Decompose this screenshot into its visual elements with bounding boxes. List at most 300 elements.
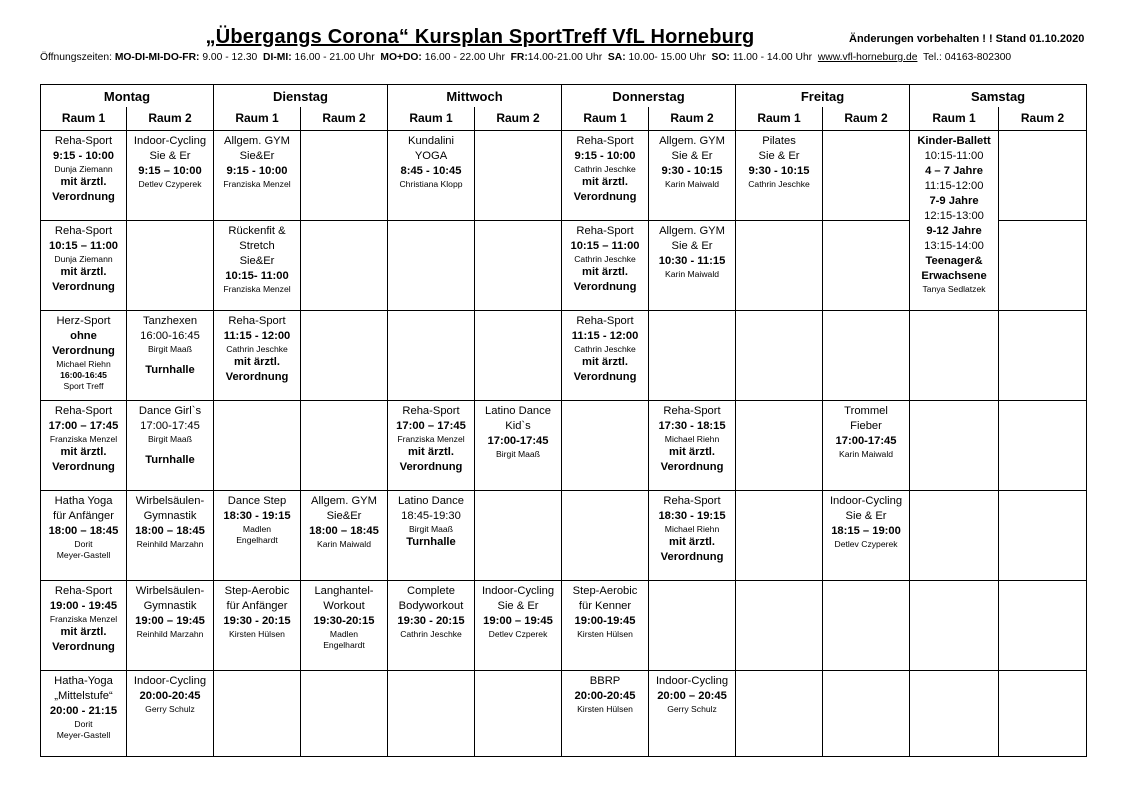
empty-cell [823,131,910,221]
room-header: Raum 1 [214,107,301,131]
course-line: Karin Maiwald [665,179,720,189]
course-cell [127,581,214,671]
course-line: Indoor-Cycling [829,495,903,507]
course-line: ohne [70,330,97,342]
course-line: Stretch [239,240,275,252]
course-line: Verordnung [573,281,637,293]
course-line: Erwachsene [921,270,987,282]
course-line: Tanya Sedlatzek [922,284,986,294]
course-line: Herz-Sport [56,315,111,327]
course-line: Cathrin Jeschke [400,629,462,639]
course-line: mit ärztl. [669,446,716,458]
course-line: Reha-Sport [663,405,721,417]
course-cell-kinder-ballett [910,131,999,311]
day-header-row [41,85,1087,108]
course-line: 17:00 – 17:45 [396,420,466,432]
room-header: Raum 1 [388,107,475,131]
course-line: 17:00 – 17:45 [48,420,119,432]
room-header-row [41,107,1087,131]
course-line: Dance Step [227,495,287,507]
time-slot-row [41,671,1087,757]
course-line: Sie & Er [671,240,713,252]
course-cell [649,401,736,491]
course-line: 19:00 - 19:45 [49,600,118,612]
course-cell [823,491,910,581]
course-cell [214,311,301,401]
course-cell [127,401,214,491]
empty-cell [999,221,1087,311]
course-line: Reha-Sport [402,405,460,417]
course-line: Cathrin Jeschke [574,344,636,354]
course-line: 18:45-19:30 [401,510,461,522]
course-line: Madlen [242,524,272,534]
empty-cell [910,671,999,757]
course-cell [562,311,649,401]
course-line: Verordnung [225,371,289,383]
course-line: Complete [407,585,455,597]
course-line: Detlev Czperek [488,629,548,639]
course-cell [214,131,301,221]
course-line: Latino Dance [398,495,464,507]
course-cell [41,581,127,671]
course-line: Reinhild Marzahn [136,539,204,549]
course-line: Sie&Er [239,255,275,267]
hours-time: 14.00-21.00 Uhr [527,52,603,63]
course-line: Allgem. GYM [659,225,725,237]
course-cell [823,401,910,491]
course-cell [214,581,301,671]
course-line: 16:00-16:45 [60,370,107,380]
course-line: YOGA [414,150,448,162]
course-line: Kid`s [505,420,531,432]
course-line: Verordnung [52,345,115,357]
day-header-dienstag: Dienstag [214,85,388,108]
course-line: Allgem. GYM [224,135,290,147]
hours-time: 16.00 - 22.00 Uhr [424,52,505,63]
hours-days: SA: [607,52,626,63]
empty-cell [999,401,1087,491]
empty-cell [736,671,823,757]
course-line: 18:00 – 18:45 [135,525,205,537]
course-line: Sie&Er [326,510,362,522]
empty-cell [301,131,388,221]
course-line: 13:15-14:00 [924,240,984,252]
course-line: Rückenfit & [228,225,286,237]
course-line: Franziska Menzel [223,179,291,189]
course-line: Reha-Sport [663,495,721,507]
course-cell [388,491,475,581]
course-cell [562,131,649,221]
course-line: Kirsten Hülsen [577,704,633,714]
course-line: 10:15-11:00 [924,150,984,162]
course-line: 4 – 7 Jahre [925,165,983,177]
course-cell [388,401,475,491]
schedule-body [41,85,1087,757]
course-line: Allgem. GYM [311,495,377,507]
course-cell [388,131,475,221]
day-header-mittwoch: Mittwoch [388,85,562,108]
empty-cell [388,671,475,757]
course-cell [127,491,214,581]
page-title: „Übergangs Corona“ Kursplan SportTreff VfL Horneburg [205,26,755,48]
course-line: Reha-Sport [228,315,286,327]
empty-cell [475,311,562,401]
empty-cell [823,581,910,671]
course-cell [649,671,736,757]
course-line: Kirsten Hülsen [229,629,285,639]
empty-cell [562,491,649,581]
course-line: Michael Riehn [664,434,720,444]
course-line: mit ärztl. [233,356,280,368]
time-slot-row [41,311,1087,401]
course-line: 9:30 - 10:15 [748,165,810,177]
empty-cell [475,491,562,581]
course-line: 7-9 Jahre [929,195,979,207]
course-line: Cathrin Jeschke [748,179,810,189]
course-line: Dunja Ziemann [54,164,113,174]
course-line: Indoor-Cycling [133,135,207,147]
empty-cell [736,311,823,401]
course-line: mit ärztl. [60,176,107,188]
time-slot-row [41,491,1087,581]
course-line: Verordnung [660,551,724,563]
course-line: Cathrin Jeschke [574,254,636,264]
course-line: Birgit Maaß [148,434,192,444]
course-line: 17:30 - 18:15 [658,420,726,432]
course-line: Karin Maiwald [317,539,371,549]
empty-cell [823,671,910,757]
course-line: Madlen [329,629,359,639]
course-line: Turnhalle [145,454,195,466]
course-line: Indoor-Cycling [481,585,555,597]
course-line: Verordnung [660,461,724,473]
course-line: 17:00-17:45 [140,420,200,432]
course-cell [301,581,388,671]
time-slot-row [41,401,1087,491]
course-line: 11:15 - 12:00 [571,330,639,342]
course-cell [127,311,214,401]
course-line: 20:00-20:45 [574,690,636,702]
course-line: Bodyworkout [398,600,464,612]
cell-spacer [128,355,212,363]
course-line: Gymnastik [143,600,197,612]
course-line: Karin Maiwald [839,449,894,459]
course-line: Engelhardt [236,535,278,545]
empty-cell [910,311,999,401]
empty-cell [649,311,736,401]
course-cell [475,401,562,491]
course-line: 11:15 - 12:00 [223,330,291,342]
course-line: Verordnung [52,641,115,653]
course-line: Gymnastik [143,510,197,522]
course-cell [127,131,214,221]
course-line: Sie & Er [758,150,800,162]
course-line: Sie&Er [239,150,275,162]
course-line: Hatha Yoga [54,495,113,507]
course-schedule-table [40,84,1087,757]
course-line: Cathrin Jeschke [574,164,636,174]
hours-time: 9.00 - 12.30 [202,52,258,63]
hours-days: DI-MI: [263,52,292,63]
course-cell [562,671,649,757]
time-slot-row [41,581,1087,671]
hours-time: 16.00 - 21.00 Uhr [294,52,375,63]
room-header: Raum 1 [41,107,127,131]
course-line: Reha-Sport [54,135,113,147]
course-line: Cathrin Jeschke [226,344,288,354]
course-cell [127,671,214,757]
course-line: Birgit Maaß [496,449,540,459]
course-cell [388,581,475,671]
course-line: 17:00-17:45 [835,435,897,447]
course-line: Step-Aerobic [572,585,638,597]
course-line: 9:15 - 10:00 [574,150,636,162]
course-line: Pilates [762,135,796,147]
hours-time: 10.00- 15.00 Uhr [628,52,706,63]
course-line: Reha-Sport [576,135,634,147]
course-line: Sie & Er [497,600,539,612]
course-line: Latino Dance [485,405,551,417]
course-line: 20:00-20:45 [139,690,201,702]
course-line: Kundalini [407,135,455,147]
course-line: 19:30 - 20:15 [223,615,291,627]
hours-days: FR: [510,52,528,63]
course-line: Franziska Menzel [397,434,465,444]
course-line: Trommel [844,405,888,417]
empty-cell [910,401,999,491]
course-cell [649,221,736,311]
empty-cell [214,671,301,757]
course-line: mit ärztl. [60,266,107,278]
course-cell [649,131,736,221]
empty-cell [475,671,562,757]
hours-days: SO: [711,52,730,63]
empty-cell [388,311,475,401]
course-line: Teenager& [925,255,983,267]
room-header: Raum 2 [475,107,562,131]
website-link[interactable]: www.vfl-horneburg.de [817,52,918,63]
course-line: 11:15-12:00 [924,180,984,192]
course-cell [41,671,127,757]
day-header-freitag: Freitag [736,85,910,108]
empty-cell [475,221,562,311]
course-line: Hatha-Yoga [54,675,113,687]
hours-days: MO+DO: [380,52,422,63]
course-line: Fieber [850,420,882,432]
course-line: Dorit [74,719,93,729]
course-line: 9:15 – 10:00 [138,165,202,177]
course-cell [41,311,127,401]
course-line: Gerry Schulz [145,704,195,714]
empty-cell [127,221,214,311]
room-header: Raum 2 [649,107,736,131]
course-line: Kirsten Hülsen [577,629,633,639]
empty-cell [823,221,910,311]
course-line: Verordnung [52,461,115,473]
course-line: Turnhalle [145,364,195,376]
opening-hours [40,52,1011,63]
revision-note: Änderungen vorbehalten ! ! Stand 01.10.2020 [849,33,1085,45]
room-header: Raum 1 [910,107,999,131]
course-line: Verordnung [573,191,637,203]
course-line: 18:30 - 19:15 [658,510,726,522]
course-cell [214,491,301,581]
course-cell [562,221,649,311]
course-line: Turnhalle [406,536,456,548]
course-line: Engelhardt [323,640,365,650]
course-line: Indoor-Cycling [655,675,729,687]
room-header: Raum 2 [999,107,1087,131]
course-line: für Anfänger [53,510,114,522]
course-line: Reha-Sport [54,405,113,417]
course-line: Franziska Menzel [49,614,118,624]
course-line: Reha-Sport [54,225,113,237]
course-line: Kinder-Ballett [917,135,991,147]
course-line: Verordnung [52,281,115,293]
course-line: Tanzhexen [142,315,198,327]
course-cell [41,401,127,491]
course-line: 10:30 - 11:15 [658,255,726,267]
room-header: Raum 1 [562,107,649,131]
empty-cell [301,401,388,491]
course-line: mit ärztl. [669,536,716,548]
empty-cell [214,401,301,491]
course-line: 10:15 – 11:00 [570,240,640,252]
hours-time: 11.00 - 14.00 Uhr [732,52,813,63]
course-cell [562,581,649,671]
course-line: Michael Riehn [56,359,111,369]
course-line: für Kenner [578,600,632,612]
course-line: mit ärztl. [60,626,107,638]
phone-number: Tel.: 04163-802300 [922,52,1012,63]
empty-cell [999,581,1087,671]
course-line: Meyer-Gastell [56,730,111,740]
course-cell [736,131,823,221]
course-line: Birgit Maaß [148,344,192,354]
course-line: Sie & Er [845,510,887,522]
course-line: Franziska Menzel [223,284,291,294]
course-line: Verordnung [573,371,637,383]
room-header: Raum 2 [127,107,214,131]
course-line: 19:00 – 19:45 [135,615,205,627]
time-slot-row [41,131,1087,221]
empty-cell [736,401,823,491]
course-line: BBRP [589,675,621,687]
course-line: 18:30 - 19:15 [223,510,291,522]
room-header: Raum 2 [823,107,910,131]
room-header: Raum 1 [736,107,823,131]
course-line: „Mittelstufe“ [54,690,113,702]
course-line: Franziska Menzel [49,434,118,444]
course-line: Wirbelsäulen- [135,495,205,507]
empty-cell [301,671,388,757]
course-line: 18:15 – 19:00 [831,525,901,537]
empty-cell [823,311,910,401]
course-cell [214,221,301,311]
day-header-samstag: Samstag [910,85,1087,108]
course-line: 10:15 – 11:00 [48,240,119,252]
empty-cell [736,221,823,311]
course-line: Meyer-Gastell [56,550,111,560]
empty-cell [562,401,649,491]
course-line: Reha-Sport [54,585,113,597]
course-line: 16:00-16:45 [140,330,200,342]
course-line: 17:00-17:45 [487,435,549,447]
course-line: Verordnung [399,461,463,473]
course-line: 8:45 - 10:45 [400,165,462,177]
course-line: Detlev Czyperek [834,539,898,549]
empty-cell [910,581,999,671]
course-line: Michael Riehn [664,524,720,534]
course-line: Langhantel- [314,585,374,597]
course-line: 18:00 – 18:45 [309,525,379,537]
course-line: Karin Maiwald [665,269,720,279]
course-line: Sie & Er [149,150,191,162]
course-line: Indoor-Cycling [133,675,207,687]
course-line: 12:15-13:00 [924,210,984,222]
empty-cell [388,221,475,311]
course-line: 19:00-19:45 [574,615,636,627]
course-cell [41,131,127,221]
course-line: mit ärztl. [582,266,629,278]
empty-cell [910,491,999,581]
course-line: für Anfänger [226,600,288,612]
course-line: Gerry Schulz [667,704,717,714]
hours-label: Öffnungszeiten: [40,52,112,63]
course-line: 20:00 – 20:45 [657,690,727,702]
course-line: mit ärztl. [582,356,629,368]
course-line: 19:30-20:15 [313,615,375,627]
empty-cell [999,311,1087,401]
course-cell [41,491,127,581]
empty-cell [649,581,736,671]
course-line: Birgit Maaß [409,524,453,534]
course-line: 9:15 - 10:00 [226,165,288,177]
course-line: Reinhild Marzahn [136,629,204,639]
course-line: 18:00 – 18:45 [48,525,119,537]
course-cell [649,491,736,581]
day-header-montag: Montag [41,85,214,108]
course-line: Wirbelsäulen- [135,585,205,597]
empty-cell [301,221,388,311]
hours-days: MO-DI-MI-DO-FR: [114,52,200,63]
empty-cell [301,311,388,401]
course-line: 9:15 - 10:00 [53,150,114,162]
course-line: mit ärztl. [582,176,629,188]
empty-cell [999,131,1087,221]
course-line: mit ärztl. [60,446,107,458]
course-line: Christiana Klopp [399,179,463,189]
course-line: 9:30 - 10:15 [661,165,723,177]
empty-cell [475,131,562,221]
course-line: 19:30 - 20:15 [397,615,465,627]
empty-cell [736,581,823,671]
course-line: mit ärztl. [407,446,454,458]
course-cell [475,581,562,671]
course-cell [41,221,127,311]
course-line: Dunja Ziemann [54,254,113,264]
course-line: Sie & Er [671,150,713,162]
empty-cell [999,671,1087,757]
course-line: Reha-Sport [576,315,634,327]
course-line: Step-Aerobic [224,585,290,597]
course-line: 10:15- 11:00 [225,270,289,282]
course-line: Verordnung [52,191,115,203]
course-line: Allgem. GYM [659,135,725,147]
course-line: Dance Girl`s [138,405,202,417]
course-line: 9-12 Jahre [926,225,982,237]
room-header: Raum 2 [301,107,388,131]
